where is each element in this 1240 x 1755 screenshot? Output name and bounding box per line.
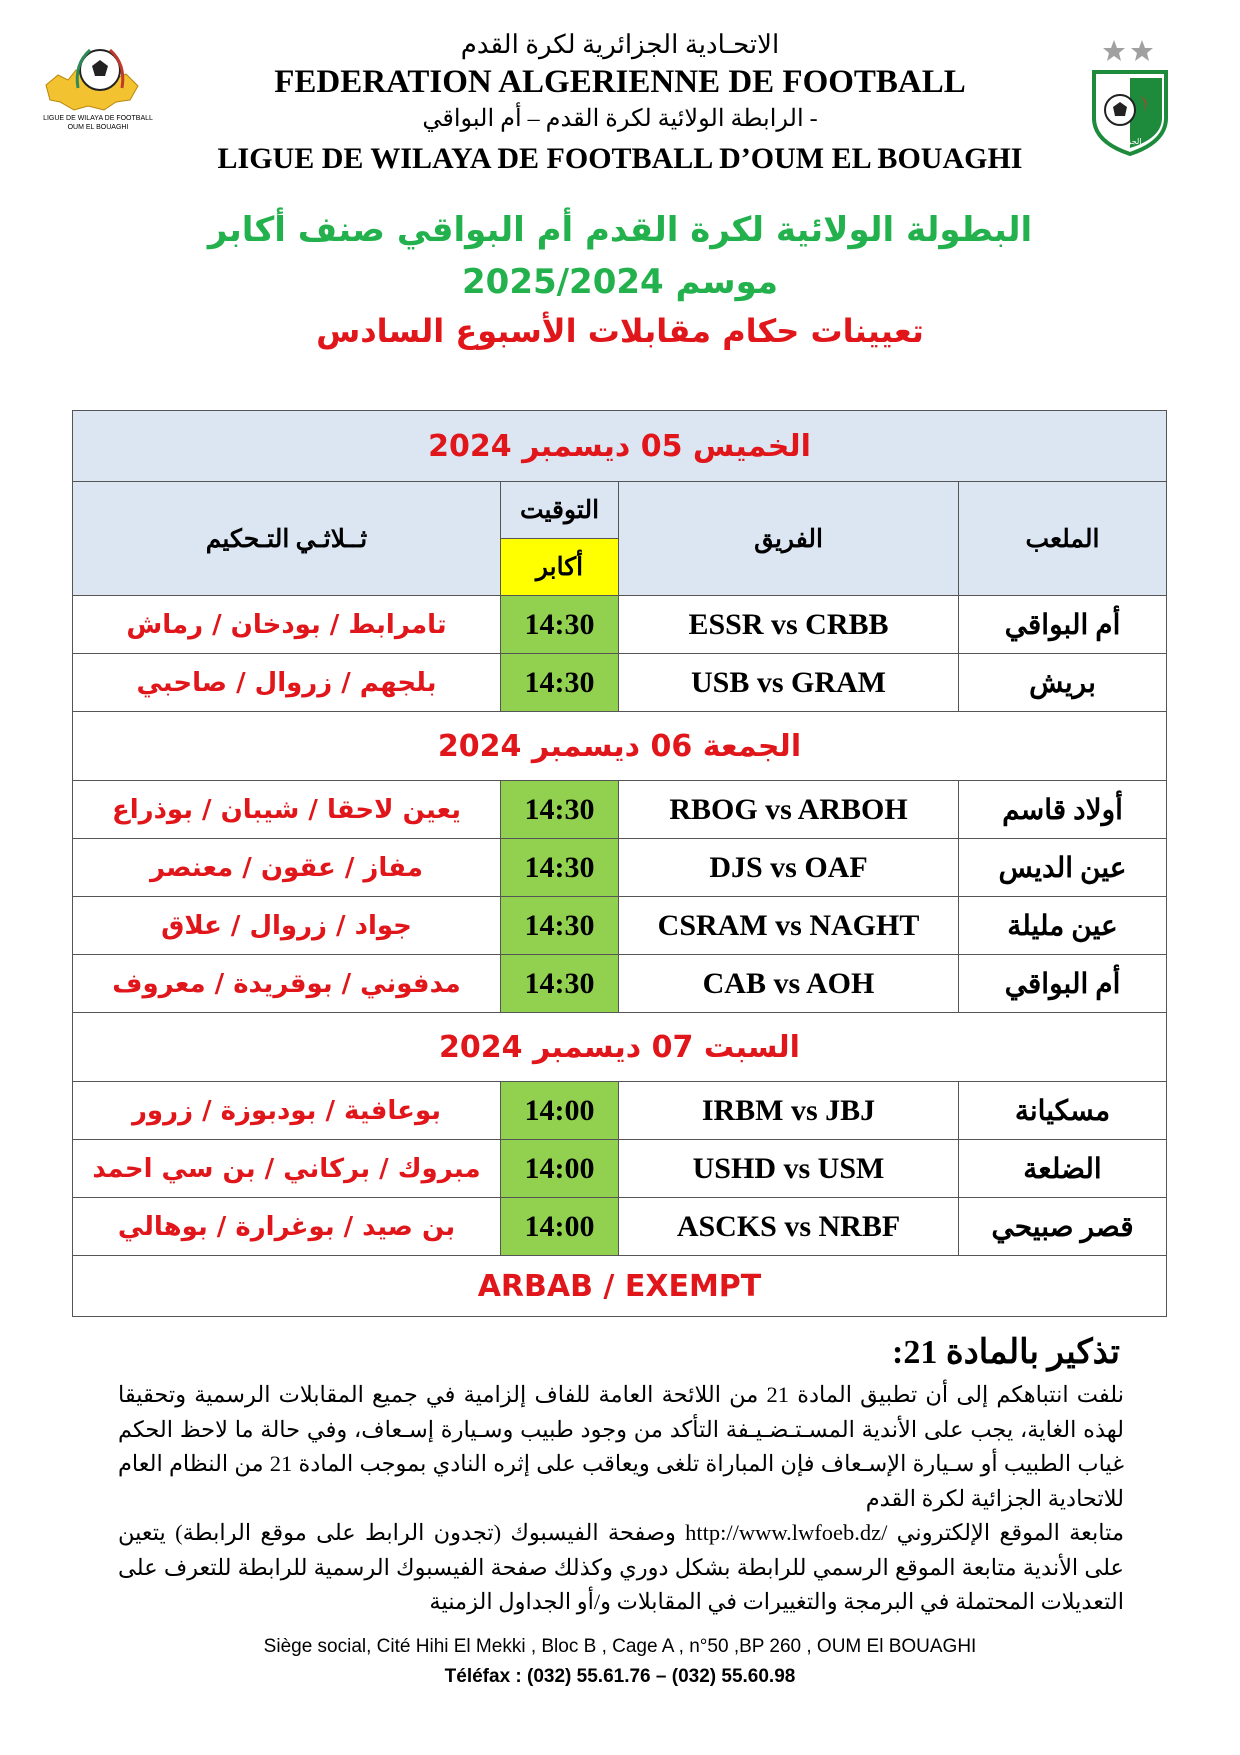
time-cell: 14:30 (501, 839, 619, 897)
time-cell: 14:30 (501, 781, 619, 839)
stadium-cell: أم البواقي (959, 955, 1167, 1013)
exempt-row (73, 1256, 1167, 1317)
stadium-cell: أولاد قاسم (959, 781, 1167, 839)
footer-address: Siège social, Cité Hihi El Mekki , Bloc B , Cage A , n°50 ,BP 260 , OUM El BOUAGHI (263, 1636, 977, 1657)
day-header-row (73, 1013, 1167, 1082)
match-row (73, 1140, 1167, 1198)
stadium-cell: مسكيانة (959, 1082, 1167, 1140)
match-cell: CSRAM vs NAGHT (619, 897, 959, 955)
time-cell: 14:30 (501, 897, 619, 955)
referees-cell: مبروك / بركاني / بن سي احمد (73, 1140, 501, 1198)
col-header-match: الفريق (619, 482, 959, 596)
col-header-time-category: أكابر (501, 539, 619, 596)
federation-name-ar: الاتحـادية الجزائرية لكرة القدم (460, 30, 780, 59)
match-cell: CAB vs AOH (619, 955, 959, 1013)
col-header-stadium: الملعب (959, 482, 1167, 596)
league-name-ar: الرابطة الولائية لكرة القدم – أم البواقي - (422, 106, 818, 132)
time-cell: 14:30 (501, 654, 619, 712)
match-row (73, 1198, 1167, 1256)
time-cell: 14:00 (501, 1082, 619, 1140)
match-cell: DJS vs OAF (619, 839, 959, 897)
time-cell: 14:00 (501, 1198, 619, 1256)
season-title: موسم 2025/2024 (462, 262, 778, 302)
referees-cell: مفاز / عقون / معنصر (73, 839, 501, 897)
time-cell: 14:00 (501, 1140, 619, 1198)
stadium-cell: قصر صبيحي (959, 1198, 1167, 1256)
logo-right-caption: الجزائر (1118, 137, 1142, 146)
match-cell: ASCKS vs NRBF (619, 1198, 959, 1256)
reminder-paragraph: متابعة الموقع الإلكتروني /http://www.lwfoeb.dz وصفحة الفيسبوك (تجدون الرابط على موقع الرابطة) يتعين على الأندية متابعة الموقع الرسمي للرابطة بشكل دوري وكذلك صفحة الفيسبوك الرسمية للرابطة للتعرف على التعديلات المحتملة في البرمجة والتغييرات في المقابلات و/أو الجداول الزمنية (118, 1520, 1124, 1614)
stadium-cell: بريش (959, 654, 1167, 712)
referees-cell: تامرابط / بودخان / رماش (73, 596, 501, 654)
col-header-referees: ثــلاثـي التـحكيم (73, 482, 501, 596)
exempt-label: ARBAB / EXEMPT (73, 1256, 1167, 1317)
match-row (73, 596, 1167, 654)
match-row (73, 839, 1167, 897)
time-cell: 14:30 (501, 955, 619, 1013)
reminder-paragraph: نلفت انتباهكم إلى أن تطبيق المادة 21 من اللائحة العامة للفاف إلزامية في جميع المقابلات الرسمية وتحقيقا لهذه الغاية، يجب على الأندية المسـتـضـيـفة التأكد من وجود طبيب وسـيارة إسـعاف، وفي حالة ما لاحظ الحكم غياب الطبيب أو سـيارة الإسـعاف فإن المباراة تلغى ويعاقب على إثره النادي بموجب المادة 21 من النظام العام للاتحادية الجزائية لكرة القدم (118, 1382, 1124, 1511)
referees-cell: جواد / زروال / علاق (73, 897, 501, 955)
stadium-cell: الضلعة (959, 1140, 1167, 1198)
day-label: السبت 07 ديسمبر 2024 (73, 1013, 1167, 1082)
day-header-row (73, 712, 1167, 781)
stadium-cell: عين الديس (959, 839, 1167, 897)
match-row (73, 1082, 1167, 1140)
match-cell: RBOG vs ARBOH (619, 781, 959, 839)
championship-title: البطولة الولائية لكرة القدم أم البواقي صنف أكابر (207, 210, 1033, 250)
match-cell: USB vs GRAM (619, 654, 959, 712)
referees-cell: مدفوني / بوقريدة / معروف (73, 955, 501, 1013)
match-row (73, 654, 1167, 712)
referees-cell: بوعافية / بودبوزة / زرور (73, 1082, 501, 1140)
reminder-title: تذكير بالمادة 21: (892, 1334, 1120, 1371)
referees-cell: بن صيد / بوغرارة / بوهالي (73, 1198, 501, 1256)
stadium-cell: عين مليلة (959, 897, 1167, 955)
logo-left-caption1: LIGUE DE WILAYA DE FOOTBALL (43, 115, 153, 122)
referees-cell: بلجهم / زروال / صاحبي (73, 654, 501, 712)
match-cell: ESSR vs CRBB (619, 596, 959, 654)
column-header-row (73, 482, 1167, 539)
match-cell: USHD vs USM (619, 1140, 959, 1198)
match-row (73, 897, 1167, 955)
appointments-title: تعيينات حكام مقابلات الأسبوع السادس (316, 312, 924, 350)
referee-schedule-table (72, 410, 1167, 1317)
logo-left-caption2: OUM EL BOUAGHI (67, 124, 129, 130)
match-row (73, 781, 1167, 839)
footer-telefax: Téléfax : (032) 55.61.76 – (032) 55.60.98 (444, 1666, 796, 1687)
match-cell: IRBM vs JBJ (619, 1082, 959, 1140)
league-name-fr: LIGUE DE WILAYA DE FOOTBALL D’OUM EL BOUAGHI (217, 142, 1023, 175)
day-header-row (73, 411, 1167, 482)
day-label: الخميس 05 ديسمبر 2024 (73, 411, 1167, 482)
reminder-body (118, 1378, 1124, 1620)
match-row (73, 955, 1167, 1013)
time-cell: 14:30 (501, 596, 619, 654)
stadium-cell: أم البواقي (959, 596, 1167, 654)
federation-name-fr: FEDERATION ALGERIENNE DE FOOTBALL (274, 64, 966, 100)
col-header-time: التوقيت (501, 482, 619, 539)
day-label: الجمعة 06 ديسمبر 2024 (73, 712, 1167, 781)
referees-cell: يعين لاحقا / شيبان / بوذراع (73, 781, 501, 839)
